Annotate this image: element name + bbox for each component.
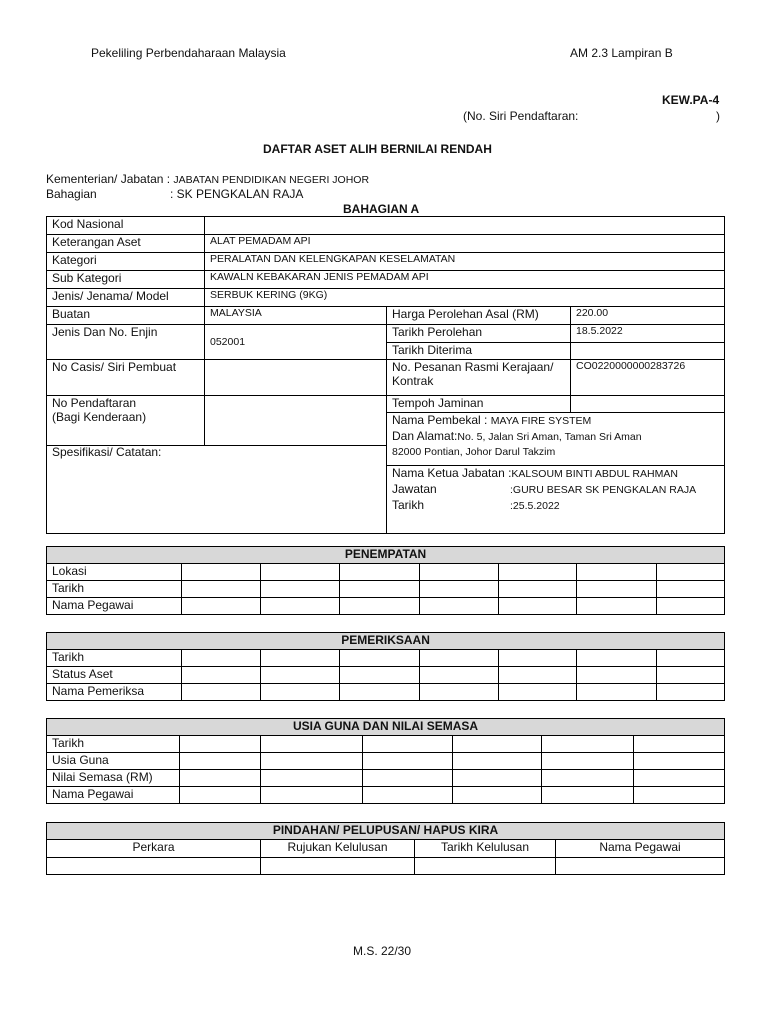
- header-nama: Nama Pegawai: [556, 840, 725, 858]
- casis-label: No Casis/ Siri Pembuat: [47, 360, 205, 396]
- alamat-label: Dan Alamat:: [392, 429, 458, 443]
- enjin-label: Jenis Dan No. Enjin: [47, 325, 205, 360]
- division-value: : SK PENGKALAN RAJA: [170, 187, 304, 201]
- table-row: [47, 235, 725, 253]
- row-label: Tarikh: [47, 581, 182, 598]
- jaminan-value[interactable]: [571, 396, 725, 413]
- usia-title: USIA GUNA DAN NILAI SEMASA: [47, 719, 725, 736]
- pendaftaran-value[interactable]: [205, 396, 387, 446]
- keterangan-label: Keterangan Aset: [47, 235, 205, 253]
- buatan-value[interactable]: MALAYSIA: [205, 307, 387, 325]
- tarikh-perolehan-value[interactable]: 18.5.2022: [571, 325, 725, 343]
- table-row: [47, 650, 725, 667]
- ketua-block: [387, 466, 725, 534]
- keterangan-value[interactable]: ALAT PEMADAM API: [205, 235, 725, 253]
- form-code: KEW.PA-4: [662, 93, 720, 107]
- tarikh-perolehan-label: Tarikh Perolehan: [387, 325, 571, 343]
- table-row: [47, 581, 725, 598]
- serial-close: ): [716, 109, 720, 123]
- jenis-value[interactable]: SERBUK KERING (9KG): [205, 289, 725, 307]
- jawatan-value[interactable]: :GURU BESAR SK PENGKALAN RAJA: [510, 484, 697, 496]
- row-label: Nama Pegawai: [47, 598, 182, 615]
- enjin-value[interactable]: 052001: [205, 325, 387, 360]
- row-label: Tarikh: [47, 650, 182, 667]
- table-row: [47, 564, 725, 581]
- jenis-label: Jenis/ Jenama/ Model: [47, 289, 205, 307]
- pendaftaran-label: [47, 396, 205, 446]
- header-rujukan: Rujukan Kelulusan: [261, 840, 415, 858]
- ketua-label: Nama Ketua Jabatan :: [392, 466, 512, 480]
- table-row: [47, 667, 725, 684]
- alamat-line2[interactable]: 82000 Pontian, Johor Darul Takzim: [387, 446, 725, 466]
- harga-value[interactable]: 220.00: [571, 307, 725, 325]
- table-row: [47, 253, 725, 271]
- table-row: [47, 787, 725, 804]
- ministry-label: Kementerian/ Jabatan :: [46, 172, 171, 186]
- pemeriksaan-table: [46, 632, 725, 701]
- pembekal-label: Nama Pembekal :: [392, 413, 488, 427]
- alamat-line1[interactable]: No. 5, Jalan Sri Aman, Taman Sri Aman: [457, 431, 642, 443]
- table-row: [47, 858, 725, 875]
- pemeriksaan-title: PEMERIKSAAN: [47, 633, 725, 650]
- circular-reference: Pekeliling Perbendaharaan Malaysia: [91, 46, 286, 60]
- table-row: [47, 396, 725, 413]
- usia-guna-table: [46, 718, 725, 804]
- table-row: [47, 360, 725, 396]
- spesifikasi-cell[interactable]: [47, 446, 387, 534]
- pesanan-label-line1: No. Pesanan Rasmi Kerajaan/: [392, 360, 554, 374]
- kod-nasional-value[interactable]: [205, 217, 725, 235]
- sub-kategori-label: Sub Kategori: [47, 271, 205, 289]
- table-row: [47, 289, 725, 307]
- serial-label: (No. Siri Pendaftaran:: [463, 109, 579, 123]
- penempatan-title: PENEMPATAN: [47, 547, 725, 564]
- kategori-value[interactable]: PERALATAN DAN KELENGKAPAN KESELAMATAN: [205, 253, 725, 271]
- table-row: [47, 770, 725, 787]
- row-label: Lokasi: [47, 564, 182, 581]
- row-label: Nama Pemeriksa: [47, 684, 182, 701]
- pesanan-value[interactable]: CO0220000000283726: [571, 360, 725, 396]
- page-title: DAFTAR ASET ALIH BERNILAI RENDAH: [263, 142, 492, 156]
- table-row: [47, 217, 725, 235]
- pendaftaran-label-line2: (Bagi Kenderaan): [52, 410, 147, 424]
- division-label: Bahagian: [46, 187, 97, 201]
- pembekal-value[interactable]: MAYA FIRE SYSTEM: [490, 415, 592, 427]
- jaminan-label: Tempoh Jaminan: [387, 396, 571, 413]
- ketua-value[interactable]: KALSOUM BINTI ABDUL RAHMAN: [511, 468, 678, 480]
- pembekal-block: [387, 413, 725, 446]
- buatan-label: Buatan: [47, 307, 205, 325]
- pindahan-title: PINDAHAN/ PELUPUSAN/ HAPUS KIRA: [47, 823, 725, 840]
- pendaftaran-label-line1: No Pendaftaran: [52, 396, 137, 410]
- pesanan-label-line2: Kontrak: [392, 374, 434, 388]
- tarikh-label: Tarikh: [392, 498, 425, 512]
- row-label: Usia Guna: [47, 753, 180, 770]
- ministry-line: [46, 172, 369, 186]
- table-row: [47, 684, 725, 701]
- jawatan-label: Jawatan: [392, 482, 437, 496]
- table-row: [47, 271, 725, 289]
- table-row: [47, 446, 725, 466]
- kod-nasional-label: Kod Nasional: [47, 217, 205, 235]
- row-label: Nama Pegawai: [47, 787, 180, 804]
- table-row: [47, 325, 725, 343]
- pindahan-table: [46, 822, 725, 875]
- penempatan-table: [46, 546, 725, 615]
- table-row: [47, 598, 725, 615]
- table-row: [47, 840, 725, 858]
- asset-details-table: [46, 216, 725, 534]
- casis-value[interactable]: [205, 360, 387, 396]
- header-tarikh: Tarikh Kelulusan: [415, 840, 556, 858]
- pesanan-label: [387, 360, 571, 396]
- tarikh-diterima-value[interactable]: [571, 343, 725, 360]
- sub-kategori-value[interactable]: KAWALN KEBAKARAN JENIS PEMADAM API: [205, 271, 725, 289]
- table-row: [47, 753, 725, 770]
- harga-label: Harga Perolehan Asal (RM): [387, 307, 571, 325]
- table-row: [47, 307, 725, 325]
- page-number: M.S. 22/30: [353, 944, 412, 958]
- tarikh-diterima-label: Tarikh Diterima: [387, 343, 571, 360]
- header-perkara: Perkara: [47, 840, 261, 858]
- appendix-reference: AM 2.3 Lampiran B: [570, 46, 673, 60]
- spesifikasi-label: Spesifikasi/ Catatan:: [52, 445, 162, 459]
- row-label: Nilai Semasa (RM): [47, 770, 180, 787]
- section-a-title: BAHAGIAN A: [343, 202, 420, 216]
- row-label: Tarikh: [47, 736, 180, 753]
- table-row: [47, 736, 725, 753]
- tarikh-value[interactable]: :25.5.2022: [510, 500, 560, 512]
- row-label: Status Aset: [47, 667, 182, 684]
- ministry-value: JABATAN PENDIDIKAN NEGERI JOHOR: [173, 174, 370, 186]
- kategori-label: Kategori: [47, 253, 205, 271]
